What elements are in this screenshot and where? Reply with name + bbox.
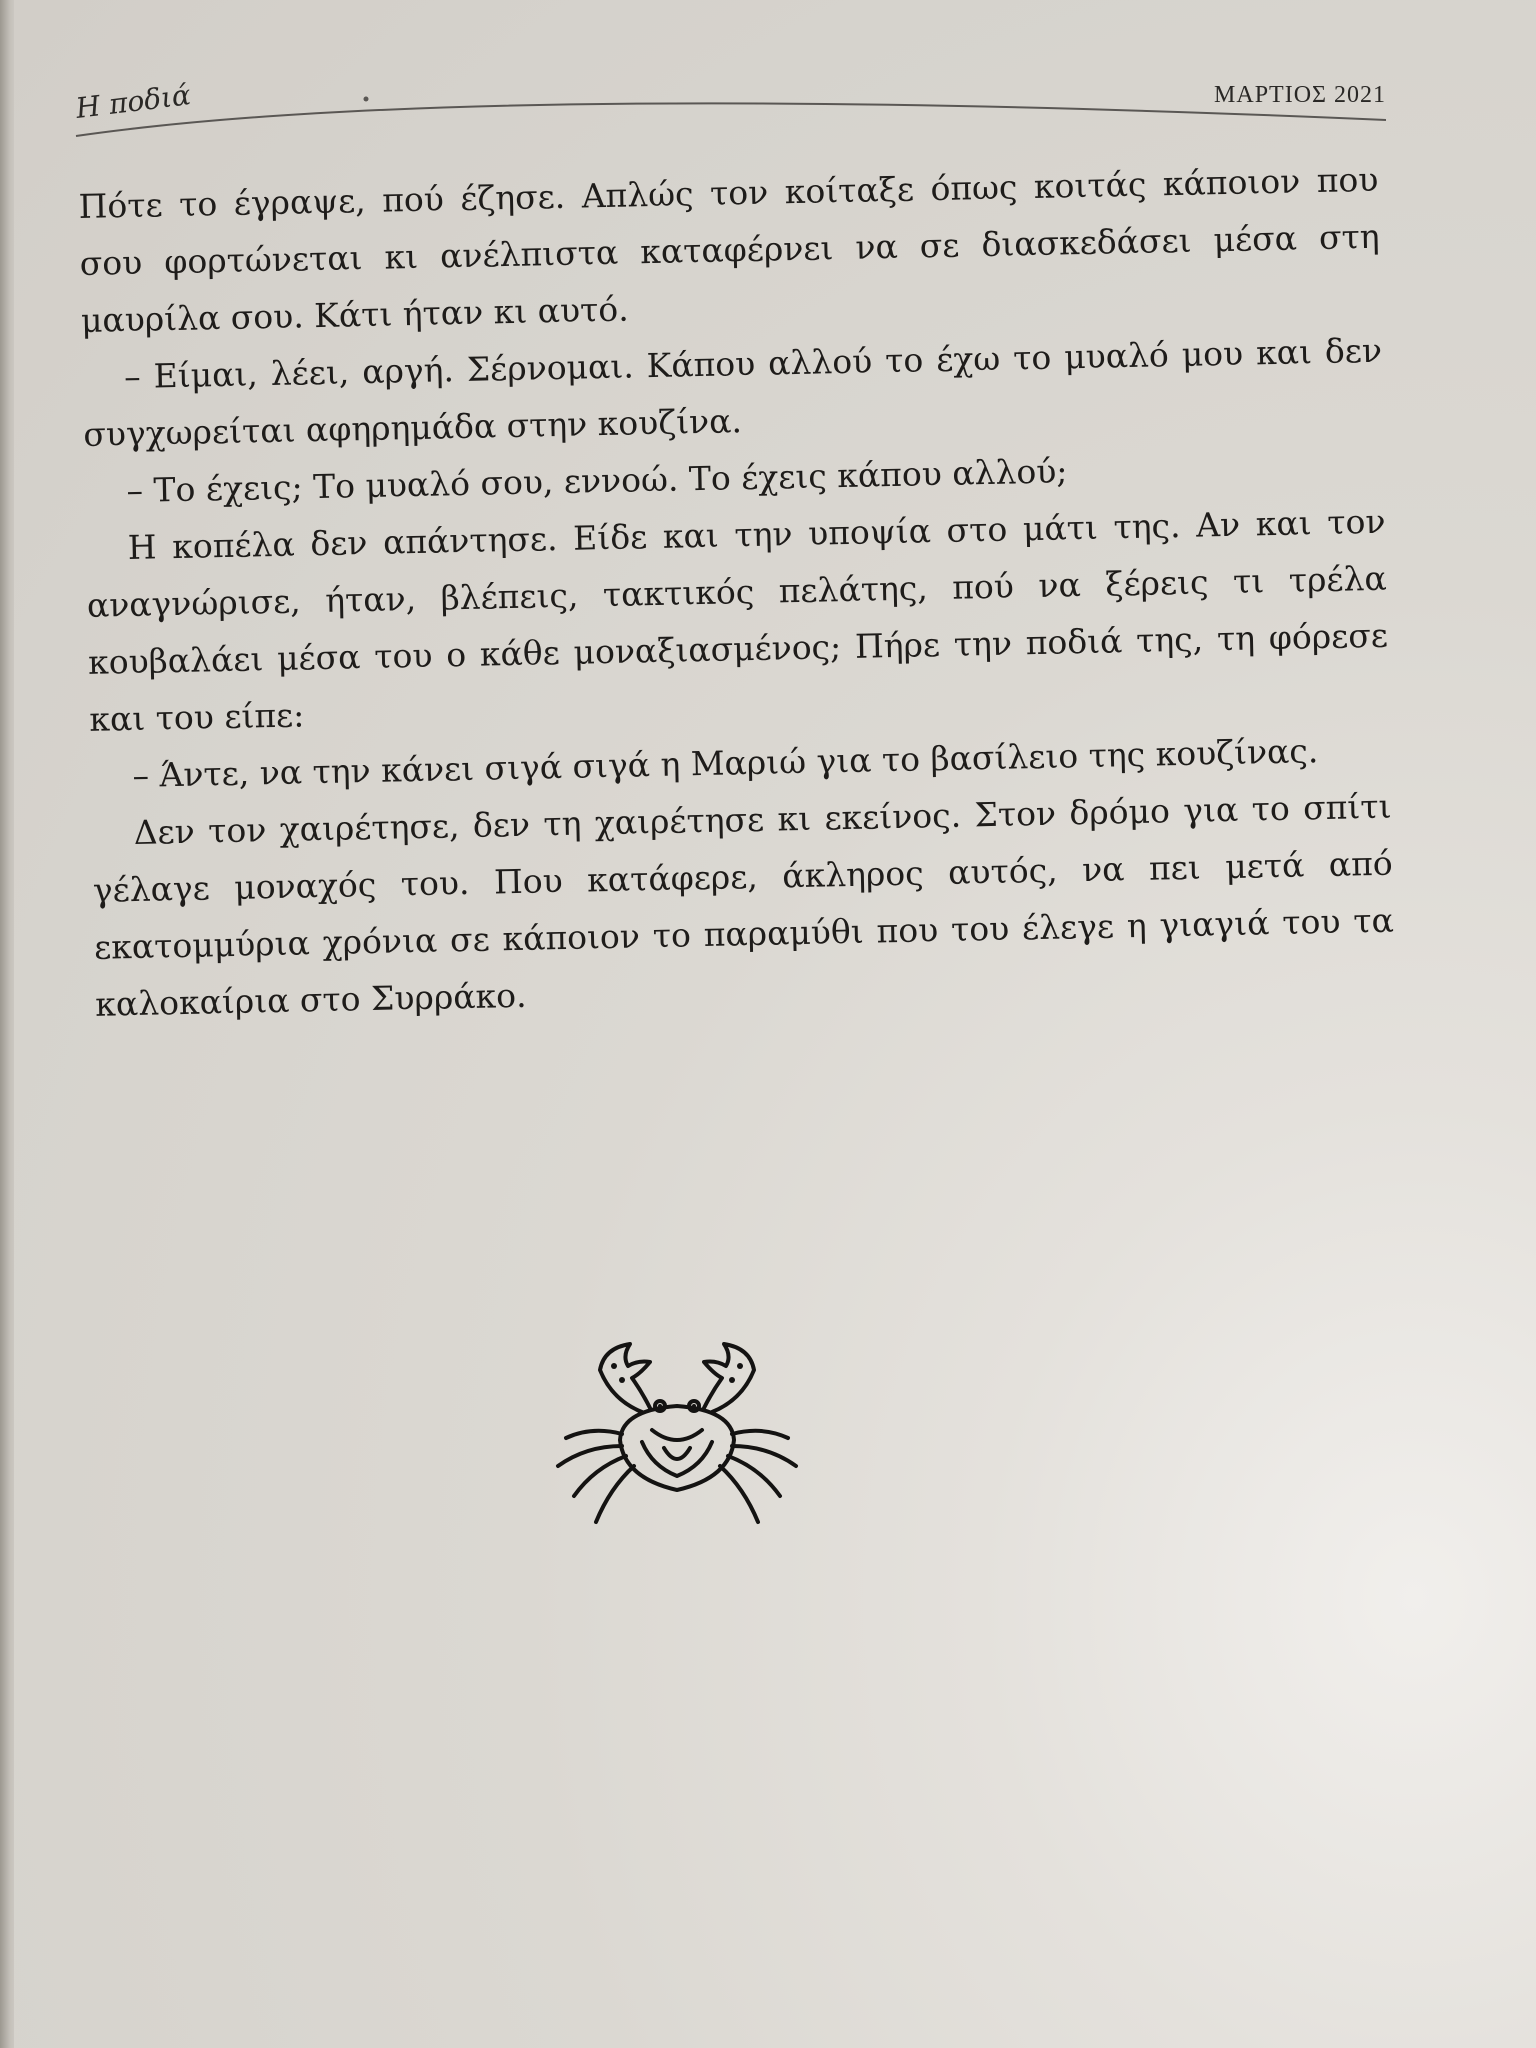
header-rule [66,72,1386,142]
paragraph: Η κοπέλα δεν απάντησε. Είδε και την υποψία στο μάτι της. Αν και τον αναγνώρισε, ήταν, βλέπεις, τακτικός πελάτης, πού να ξέρεις τι τρέλα κουβαλάει μέσα του ο κάθε μοναξιασμένος; Πήρε την ποδιά της, τη φόρεσε και του είπε: [86,501,1389,739]
paragraph: – Είμαι, λέει, αργή. Σέρνομαι. Κάπου αλλού το έχω το μυαλό μου και δεν συγχωρείται αφηρημάδα στην κουζίνα. [82,330,1383,454]
header-date: ΜΑΡΤΙΟΣ 2021 [1214,82,1386,108]
running-header [66,72,1386,142]
chapter-title: Η ποδιά [73,78,193,125]
paragraph: Δεν τον χαιρέτησε, δεν τη χαιρέτησε κι εκείνος. Στον δρόμο για το σπίτι γέλαγε μοναχός του. Που κατάφερε, άκληρος αυτός, να πει μετά από εκατομμύρια χρόνια σε κάποιον το παραμύθι που του έλεγε η γιαγιά του τα καλοκαίρια στο Συρράκο. [92,786,1395,1024]
paragraph: – Το έχεις; Το μυαλό σου, εννοώ. Το έχεις κάπου αλλού; [126,451,1068,511]
paragraph: Πότε το έγραψε, πού έζησε. Απλώς τον κοίταξε όπως κοιτάς κάποιον που σου φορτώνεται κι ανέλπιστα καταφέρνει να σε διασκεδάσει μέσα στη μαυρίλα σου. Κάτι ήταν κι αυτό. [78,159,1380,340]
crab-icon [542,1330,812,1540]
paragraph: – Άντε, να την κάνει σιγά σιγά η Μαριώ για το βασίλειο της κουζίνας. [132,731,1319,795]
body-text [78,151,1396,1033]
book-page [14,0,1536,2048]
